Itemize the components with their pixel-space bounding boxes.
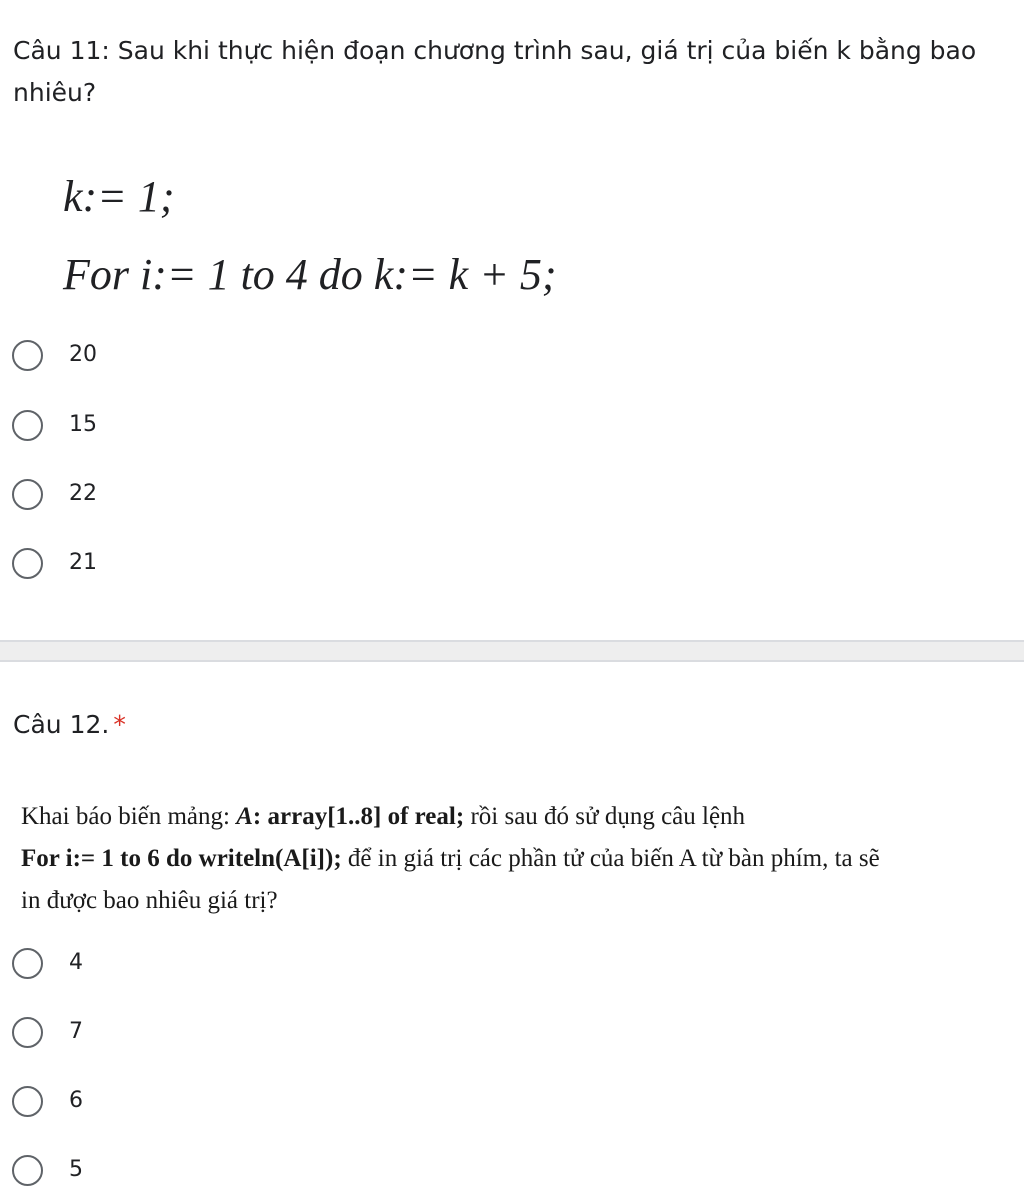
question-12-label: Câu 12. xyxy=(13,710,110,739)
q12-option-4[interactable] xyxy=(12,945,83,981)
q12-option-7[interactable] xyxy=(12,1014,83,1050)
q11-option-15[interactable] xyxy=(12,407,97,443)
option-label: 22 xyxy=(69,481,97,506)
q11-option-21[interactable] xyxy=(12,545,97,581)
q12-body-line-2 xyxy=(21,838,1021,880)
option-label: 20 xyxy=(69,342,97,367)
q12-line1-prefix: Khai báo biến mảng: xyxy=(21,803,237,830)
question-12-title xyxy=(13,707,126,743)
option-label: 15 xyxy=(69,412,97,437)
code-line-1: k:= 1; xyxy=(63,172,175,221)
option-label: 7 xyxy=(69,1019,83,1044)
required-asterisk: * xyxy=(113,710,126,739)
q12-line1-suffix: rồi sau đó sử dụng câu lệnh xyxy=(464,803,746,830)
code-line-2: For i:= 1 to 4 do k:= k + 5; xyxy=(63,250,557,299)
option-label: 21 xyxy=(69,550,97,575)
q11-option-20[interactable] xyxy=(12,337,97,373)
option-label: 4 xyxy=(69,950,83,975)
radio-icon[interactable] xyxy=(12,479,43,510)
radio-icon[interactable] xyxy=(12,548,43,579)
section-divider xyxy=(0,640,1024,662)
radio-icon[interactable] xyxy=(12,1017,43,1048)
radio-icon[interactable] xyxy=(12,410,43,441)
q12-body-line-1 xyxy=(21,796,1021,838)
q12-body-line-3: in được bao nhiêu giá trị? xyxy=(21,887,278,914)
q12-array-var: A xyxy=(236,803,253,830)
q12-option-6[interactable] xyxy=(12,1083,83,1119)
radio-icon[interactable] xyxy=(12,1155,43,1186)
question-11-title: Câu 11: Sau khi thực hiện đoạn chương trình sau, giá trị của biến k bằng bao nhiêu? xyxy=(13,36,977,107)
q12-array-decl: : array[1..8] of real; xyxy=(252,803,465,830)
q11-option-22[interactable] xyxy=(12,476,97,512)
q12-for-code: For i:= 1 to 6 do writeln(A[i]); xyxy=(21,845,342,872)
radio-icon[interactable] xyxy=(12,340,43,371)
option-label: 6 xyxy=(69,1088,83,1113)
radio-icon[interactable] xyxy=(12,948,43,979)
q12-option-5[interactable] xyxy=(12,1152,83,1188)
radio-icon[interactable] xyxy=(12,1086,43,1117)
question-12-body xyxy=(21,796,1021,922)
option-label: 5 xyxy=(69,1157,83,1182)
q12-line2-suffix: để in giá trị các phần tử của biến A từ bàn phím, ta sẽ xyxy=(341,845,880,872)
